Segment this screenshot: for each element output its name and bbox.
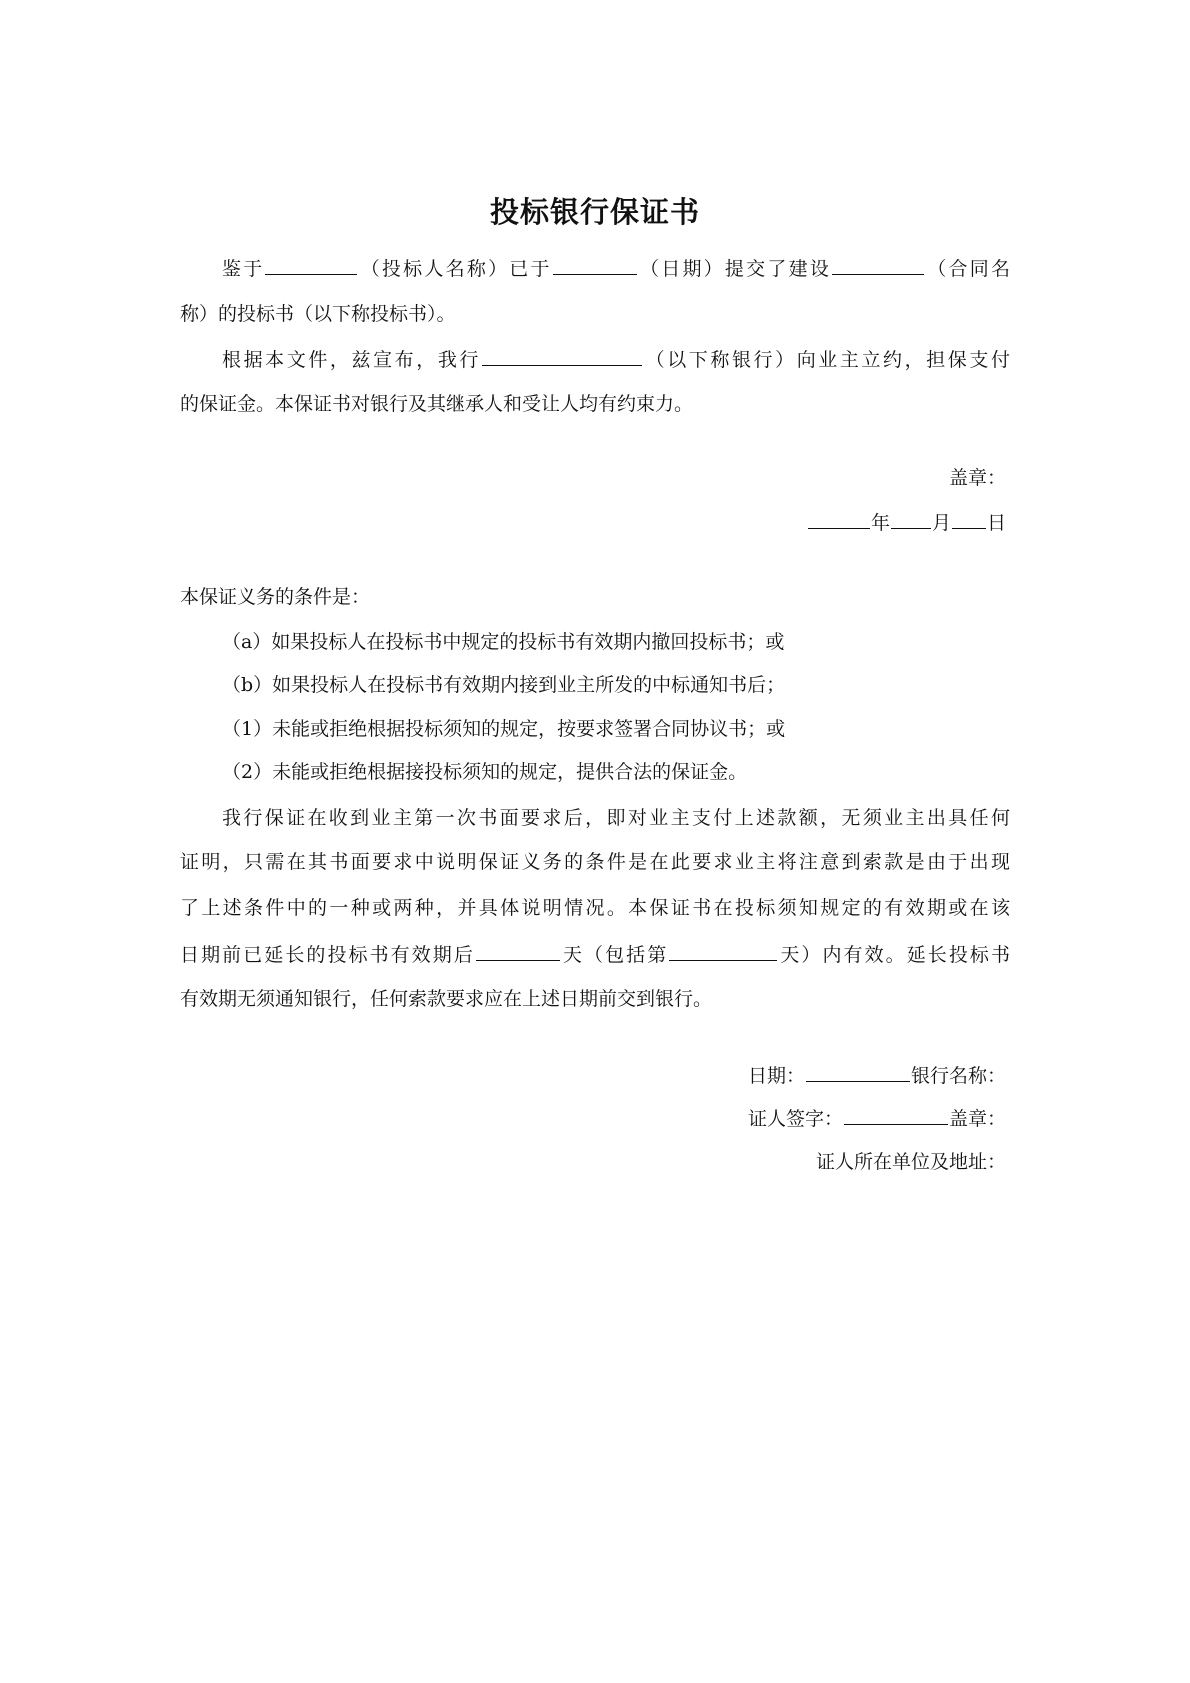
guarantee-line-5: 有效期无须通知银行，任何索款要求应在上述日期前交到银行。: [180, 988, 713, 1010]
date-blank: [553, 254, 637, 275]
signature-seal-label: 盖章：: [948, 1108, 1006, 1130]
guarantee-line-4: [180, 940, 1010, 969]
condition-item-2: （2）未能或拒绝根据接投标须知的规定，提供合法的保证金。: [222, 761, 748, 783]
condition-item-b: （b）如果投标人在投标书有效期内接到业主所发的中标通知书后；: [222, 674, 786, 696]
signature-date-blank: [806, 1061, 910, 1082]
day-label: 日: [986, 512, 1006, 534]
intro-text: （合同名: [925, 258, 1010, 280]
year-label: 年: [870, 512, 890, 534]
bank-name-label: 银行名称：: [910, 1065, 1006, 1087]
guarantee-line-2: 证明，只需在其书面要求中说明保证义务的条件是在此要求业主将注意到索款是由于出现: [180, 851, 1010, 873]
days-blank: [476, 940, 560, 961]
intro-paragraph-2-line-2: 的保证金。本保证书对银行及其继承人和受让人均有约束力。: [180, 393, 694, 415]
guarantee-text: 日期前已延长的投标书有效期后: [180, 944, 475, 966]
contract-name-blank: [832, 254, 924, 275]
intro-paragraph-1-line-2: 称）的投标书（以下称投标书）。: [180, 303, 456, 325]
month-blank: [891, 508, 931, 529]
intro-paragraph-2-line-1: [222, 345, 1010, 374]
guarantee-line-1: 我行保证在收到业主第一次书面要求后，即对业主支付上述款额，无须业主出具任何: [222, 807, 1010, 829]
seal-label: 盖章：: [948, 467, 1006, 489]
year-blank: [808, 508, 870, 529]
document-title: 投标银行保证书: [489, 195, 700, 229]
condition-item-a: （a）如果投标人在投标书中规定的投标书有效期内撤回投标书；或: [222, 631, 785, 653]
signature-witness-line: [180, 1104, 1006, 1133]
bank-name-blank: [482, 345, 642, 366]
bidder-name-blank: [265, 254, 357, 275]
witness-signature-blank: [844, 1104, 948, 1125]
intro-text: （日期）提交了建设: [637, 258, 832, 280]
condition-item-1: （1）未能或拒绝根据投标须知的规定，按要求签署合同协议书；或: [222, 718, 786, 740]
intro-text: 鉴于: [222, 258, 265, 280]
guarantee-text: 天（包括第: [560, 944, 669, 966]
day-blank: [952, 508, 986, 529]
guarantee-line-3: 了上述条件中的一种或两种，并具体说明情况。本保证书在投标须知规定的有效期或在该: [180, 897, 1010, 919]
signature-date-bank-line: [180, 1061, 1006, 1090]
seal-date-line: [180, 508, 1006, 537]
intro-text: （以下称银行）向业主立约，担保支付: [643, 349, 1010, 371]
date-label: 日期：: [747, 1065, 805, 1087]
witness-unit-address: 证人所在单位及地址：: [815, 1151, 1006, 1173]
intro-text: （投标人名称）已于: [358, 258, 552, 280]
intro-text: 根据本文件，兹宣布，我行: [222, 349, 482, 371]
day-number-blank: [669, 940, 777, 961]
month-label: 月: [931, 512, 951, 534]
conditions-heading: 本保证义务的条件是：: [180, 586, 371, 608]
witness-label: 证人签字：: [747, 1108, 843, 1130]
guarantee-text: 天）内有效。延长投标书: [778, 944, 1010, 966]
intro-paragraph-1-line-1: [222, 254, 1010, 283]
